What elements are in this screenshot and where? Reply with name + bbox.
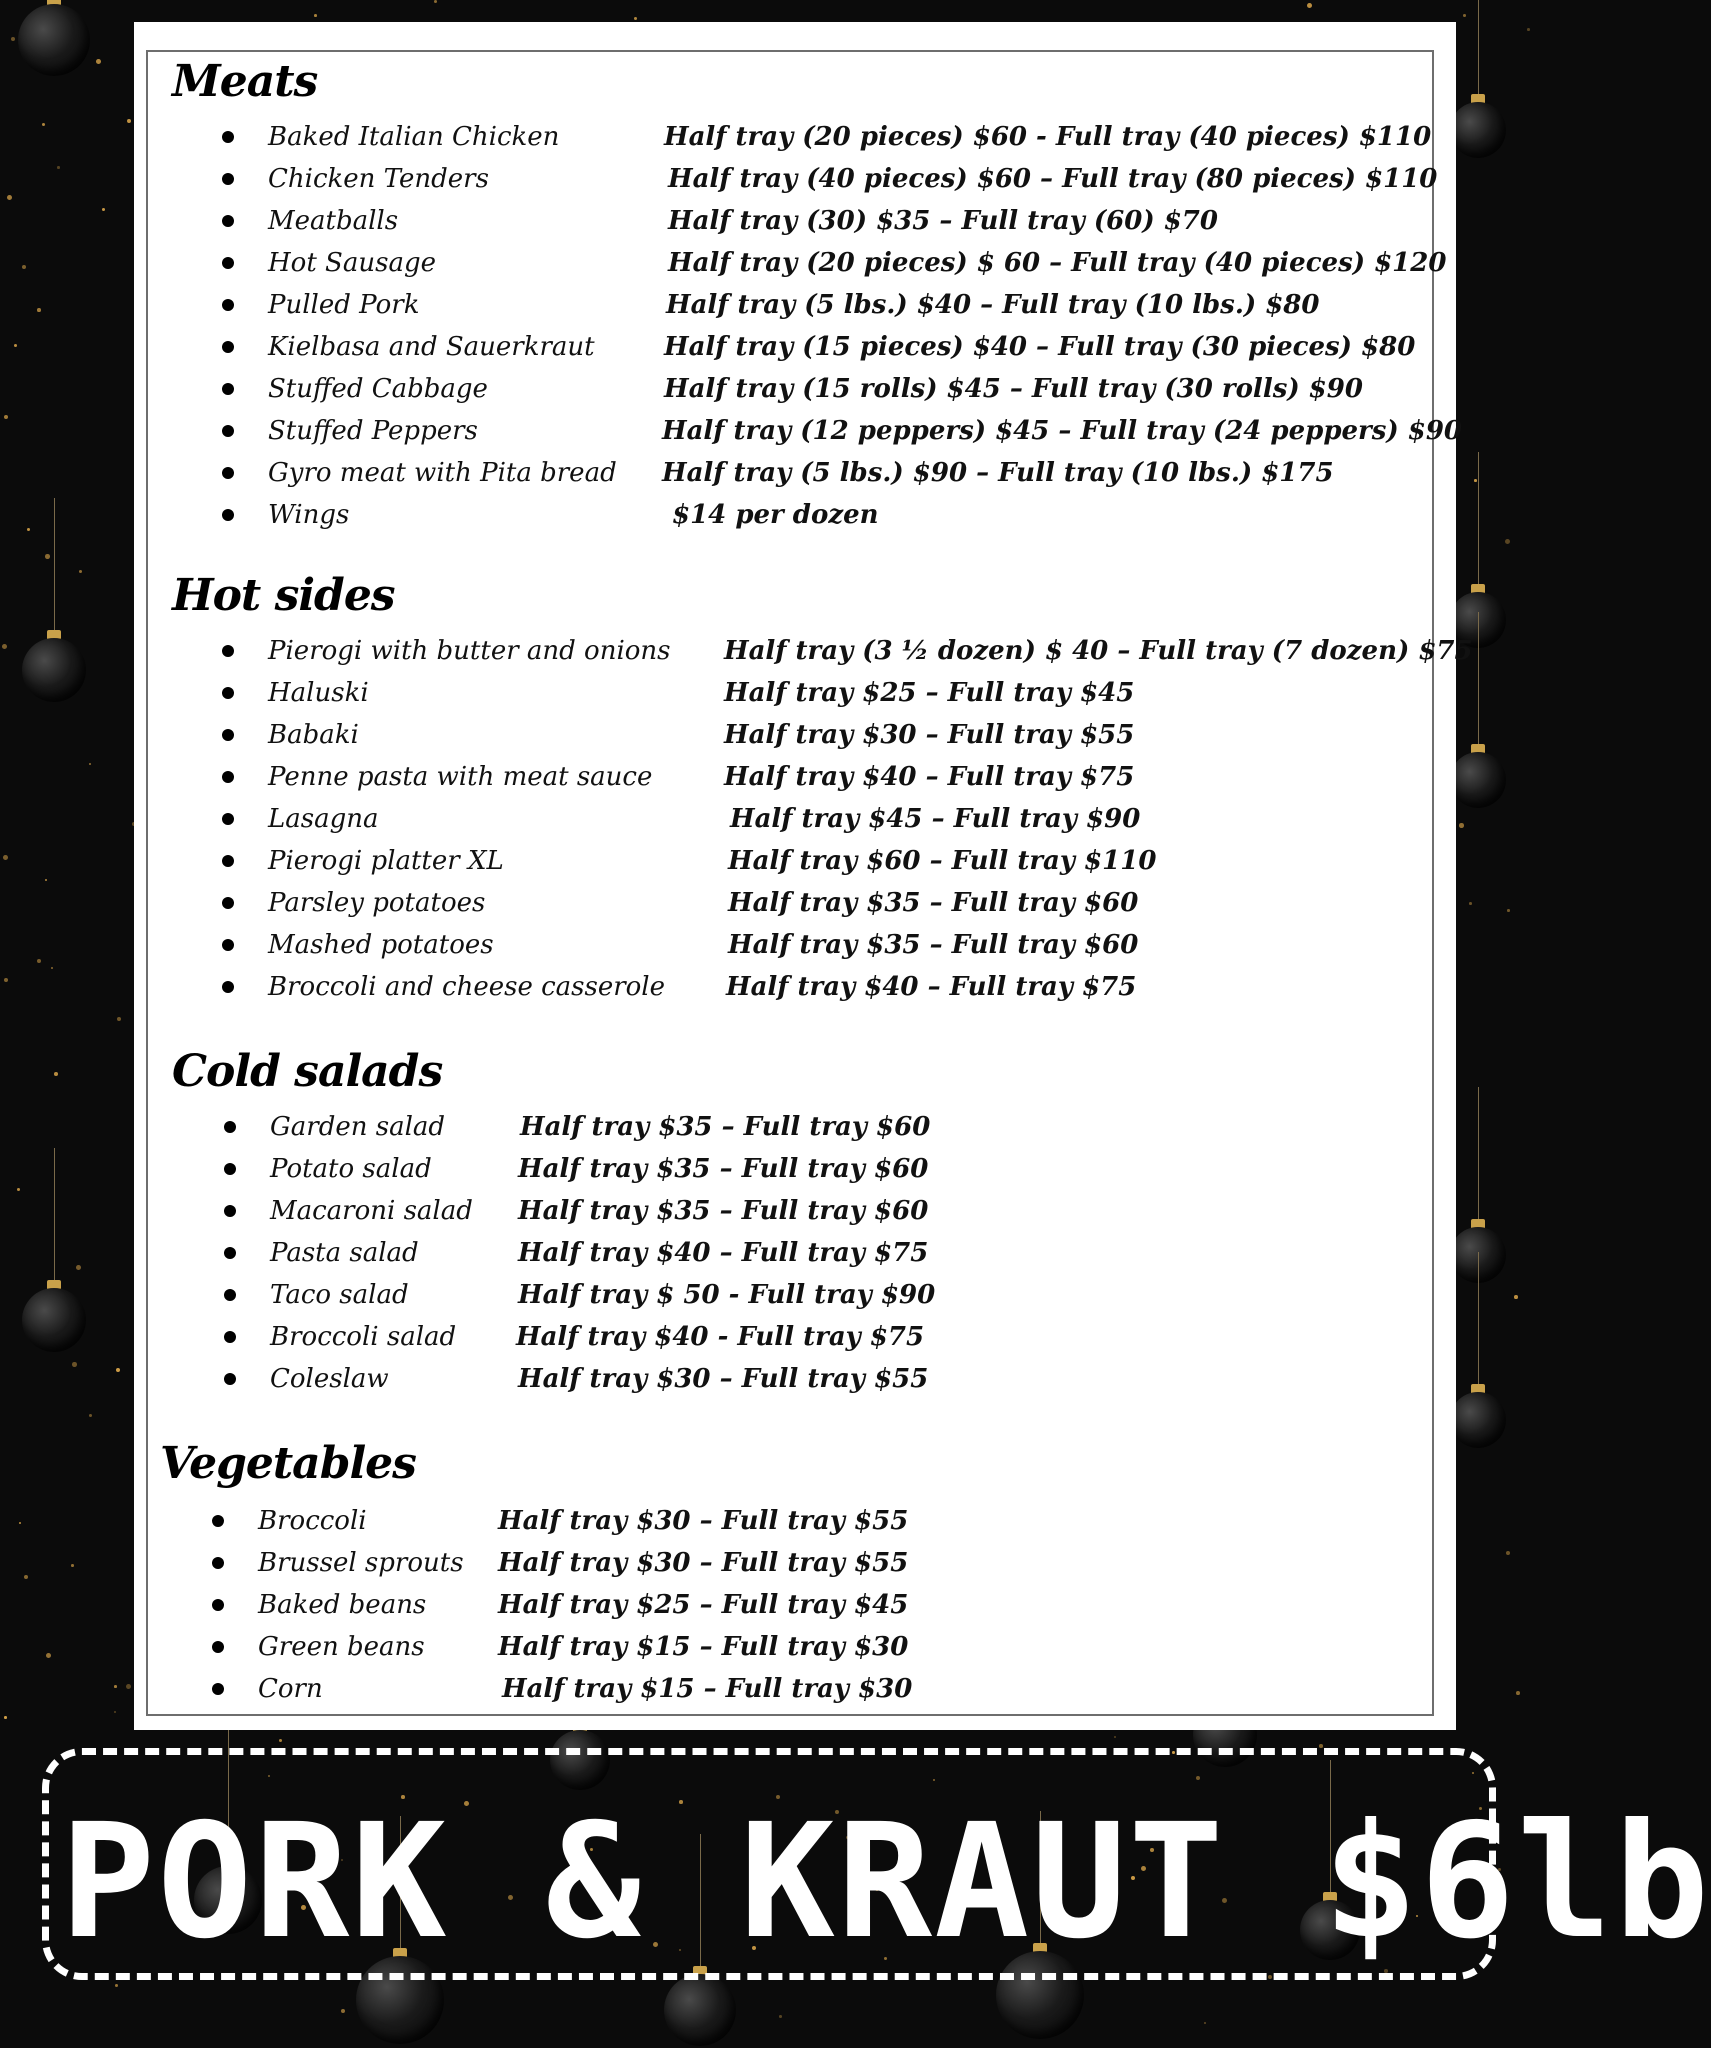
item-name: Brussel sprouts (258, 1548, 464, 1578)
bullet-icon (222, 467, 234, 479)
sparkle (51, 967, 53, 969)
bullet-icon (224, 1205, 236, 1217)
section-title-cold-salads: Cold salads (172, 1046, 443, 1097)
item-price: Half tray (5 lbs.) $90 – Full tray (10 lbs.) $175 (662, 458, 1334, 488)
ornament-ball (22, 638, 86, 702)
sparkle (1463, 14, 1466, 17)
bullet-icon (224, 1163, 236, 1175)
sparkle (434, 0, 437, 3)
sparkle (89, 763, 91, 765)
sparkle (1505, 539, 1510, 544)
sparkle (19, 1522, 21, 1524)
item-name: Broccoli (258, 1506, 367, 1536)
bullet-icon (212, 1683, 224, 1695)
item-name: Kielbasa and Sauerkraut (268, 332, 595, 362)
item-price: Half tray (15 pieces) $40 – Full tray (30 pieces) $80 (664, 332, 1416, 362)
sparkle (89, 1414, 92, 1417)
ornament-ball (1450, 752, 1506, 808)
item-name: Garden salad (270, 1112, 446, 1142)
item-name: Hot Sausage (268, 248, 436, 278)
bullet-icon (222, 897, 234, 909)
sparkle (14, 344, 17, 347)
item-price: Half tray (15 rolls) $45 – Full tray (30 rolls) $90 (664, 374, 1363, 404)
item-price: Half tray $35 – Full tray $60 (728, 930, 1139, 960)
sparkle (114, 1685, 117, 1688)
sparkle (96, 59, 101, 64)
bullet-icon (222, 257, 234, 269)
item-name: Pierogi with butter and onions (268, 636, 671, 666)
sparkle (1469, 902, 1472, 905)
bullet-icon (224, 1331, 236, 1343)
item-name: Gyro meat with Pita bread (268, 458, 617, 488)
sparkle (1307, 3, 1312, 8)
section-title-hot-sides: Hot sides (172, 570, 395, 621)
sparkle (79, 570, 82, 573)
item-price: Half tray $30 – Full tray $55 (498, 1506, 909, 1536)
item-name: Green beans (258, 1632, 425, 1662)
item-price: Half tray $30 – Full tray $55 (518, 1364, 929, 1394)
bullet-icon (224, 1289, 236, 1301)
item-price: Half tray (40 pieces) $60 – Full tray (80 pieces) $110 (668, 164, 1438, 194)
sparkle (127, 119, 131, 123)
sparkle (634, 17, 637, 20)
sparkle (4, 1716, 7, 1719)
item-name: Stuffed Peppers (268, 416, 478, 446)
item-name: Broccoli and cheese casserole (268, 972, 666, 1002)
item-price: Half tray $25 – Full tray $45 (724, 678, 1135, 708)
sparkle (1507, 909, 1510, 912)
sparkle (1527, 28, 1530, 31)
item-name: Pierogi platter XL (268, 846, 504, 876)
bullet-icon (222, 425, 234, 437)
item-price: Half tray $35 – Full tray $60 (728, 888, 1139, 918)
item-price: $14 per dozen (672, 500, 879, 530)
section-title-meats: Meats (172, 56, 318, 107)
item-name: Stuffed Cabbage (268, 374, 488, 404)
item-name: Baked beans (258, 1590, 427, 1620)
sparkle (71, 1564, 74, 1567)
sparkle (1204, 2022, 1206, 2024)
item-price: Half tray $60 – Full tray $110 (728, 846, 1157, 876)
sparkle (3, 855, 8, 860)
item-price: Half tray (5 lbs.) $40 – Full tray (10 lbs.) $80 (666, 290, 1320, 320)
item-price: Half tray $45 – Full tray $90 (730, 804, 1141, 834)
item-price: Half tray $25 – Full tray $45 (498, 1590, 909, 1620)
item-price: Half tray $30 – Full tray $55 (724, 720, 1135, 750)
sparkle (45, 554, 50, 559)
item-name: Potato salad (270, 1154, 432, 1184)
sparkle (1459, 823, 1464, 828)
ornament-ball (18, 4, 90, 76)
item-name: Macaroni salad (270, 1196, 473, 1226)
sparkle (17, 1188, 20, 1191)
ornament-string (1478, 612, 1479, 752)
item-name: Meatballs (268, 206, 399, 236)
sparkle (76, 1265, 81, 1270)
sparkle (341, 2009, 345, 2013)
sparkle (11, 37, 15, 41)
bullet-icon (212, 1599, 224, 1611)
sparkle (46, 1653, 51, 1658)
sparkle (22, 265, 26, 269)
sparkle (779, 2015, 782, 2018)
bullet-icon (222, 341, 234, 353)
sparkle (4, 978, 8, 982)
sparkle (57, 166, 60, 169)
sparkle (115, 1984, 118, 1987)
bullet-icon (222, 215, 234, 227)
bullet-icon (222, 131, 234, 143)
item-price: Half tray (12 peppers) $45 – Full tray (24 peppers) $90 (662, 416, 1463, 446)
sparkle (72, 1362, 77, 1367)
item-price: Half tray $40 - Full tray $75 (516, 1322, 925, 1352)
item-name: Coleslaw (270, 1364, 389, 1394)
item-price: Half tray $ 50 - Full tray $90 (518, 1280, 936, 1310)
sparkle (1319, 1744, 1323, 1748)
bullet-icon (222, 813, 234, 825)
bullet-icon (222, 855, 234, 867)
bullet-icon (224, 1247, 236, 1259)
item-price: Half tray $35 – Full tray $60 (518, 1154, 929, 1184)
ornament-string (1478, 452, 1479, 592)
ornament-string (1478, 1252, 1479, 1392)
item-name: Chicken Tenders (268, 164, 489, 194)
sparkle (42, 123, 45, 126)
item-price: Half tray (3 ½ dozen) $ 40 – Full tray (7 dozen) $75 (724, 636, 1473, 666)
item-price: Half tray $40 – Full tray $75 (726, 972, 1137, 1002)
sparkle (114, 1711, 116, 1713)
sparkle (1474, 479, 1477, 482)
bullet-icon (222, 509, 234, 521)
item-name: Haluski (268, 678, 369, 708)
bullet-icon (222, 299, 234, 311)
bullet-icon (212, 1641, 224, 1653)
bullet-icon (222, 771, 234, 783)
sparkle (116, 1368, 120, 1372)
sparkle (54, 1072, 58, 1076)
item-name: Corn (258, 1674, 323, 1704)
sparkle (1516, 1691, 1520, 1695)
sparkle (1114, 1736, 1116, 1738)
bullet-icon (222, 729, 234, 741)
item-name: Baked Italian Chicken (268, 122, 560, 152)
sparkle (117, 1017, 121, 1021)
menu-card (134, 22, 1473, 1730)
item-name: Pasta salad (270, 1238, 419, 1268)
ornament-string (54, 1148, 55, 1288)
item-name: Taco salad (270, 1280, 409, 1310)
sparkle (126, 1684, 131, 1689)
item-price: Half tray $40 – Full tray $75 (518, 1238, 929, 1268)
item-name: Lasagna (268, 804, 379, 834)
sparkle (314, 14, 317, 17)
bullet-icon (222, 981, 234, 993)
item-name: Parsley potatoes (268, 888, 486, 918)
item-price: Half tray (30) $35 – Full tray (60) $70 (668, 206, 1218, 236)
item-name: Wings (268, 500, 350, 530)
ornament-string (1478, 1087, 1479, 1227)
ornament-ball (664, 1974, 736, 2046)
item-price: Half tray $35 – Full tray $60 (520, 1112, 931, 1142)
item-price: Half tray $35 – Full tray $60 (518, 1196, 929, 1226)
item-name: Mashed potatoes (268, 930, 494, 960)
sparkle (7, 195, 12, 200)
ornament-ball (22, 1288, 86, 1352)
item-price: Half tray $15 – Full tray $30 (498, 1632, 909, 1662)
sparkle (45, 879, 47, 881)
item-name: Pulled Pork (268, 290, 420, 320)
sparkle (1506, 1551, 1510, 1555)
sparkle (37, 308, 41, 312)
sparkle (4, 415, 8, 419)
ornament-string (54, 498, 55, 638)
ornament-string (1478, 0, 1479, 102)
bullet-icon (224, 1121, 236, 1133)
sparkle (24, 1575, 28, 1579)
bullet-icon (212, 1515, 224, 1527)
bullet-icon (224, 1373, 236, 1385)
bullet-icon (222, 939, 234, 951)
item-price: Half tray $15 – Full tray $30 (502, 1674, 913, 1704)
sparkle (1514, 1295, 1518, 1299)
sparkle (279, 1739, 282, 1742)
item-price: Half tray $30 – Full tray $55 (498, 1548, 909, 1578)
bullet-icon (212, 1557, 224, 1569)
sparkle (27, 528, 30, 531)
section-title-vegetables: Vegetables (160, 1438, 416, 1489)
bullet-icon (222, 645, 234, 657)
bullet-icon (222, 687, 234, 699)
item-price: Half tray (20 pieces) $60 - Full tray (40 pieces) $110 (664, 122, 1432, 152)
item-price: Half tray $40 – Full tray $75 (724, 762, 1135, 792)
item-name: Penne pasta with meat sauce (268, 762, 653, 792)
bullet-icon (222, 173, 234, 185)
item-name: Babaki (268, 720, 359, 750)
promo-text: PORK & KRAUT $6lb (60, 1790, 1711, 1974)
item-name: Broccoli salad (270, 1322, 457, 1352)
ornament-ball (1450, 1392, 1506, 1448)
bullet-icon (222, 383, 234, 395)
sparkle (37, 959, 41, 963)
sparkle (2, 644, 7, 649)
item-price: Half tray (20 pieces) $ 60 – Full tray (40 pieces) $120 (668, 248, 1447, 278)
ornament-ball (1450, 102, 1506, 158)
sparkle (102, 208, 105, 211)
